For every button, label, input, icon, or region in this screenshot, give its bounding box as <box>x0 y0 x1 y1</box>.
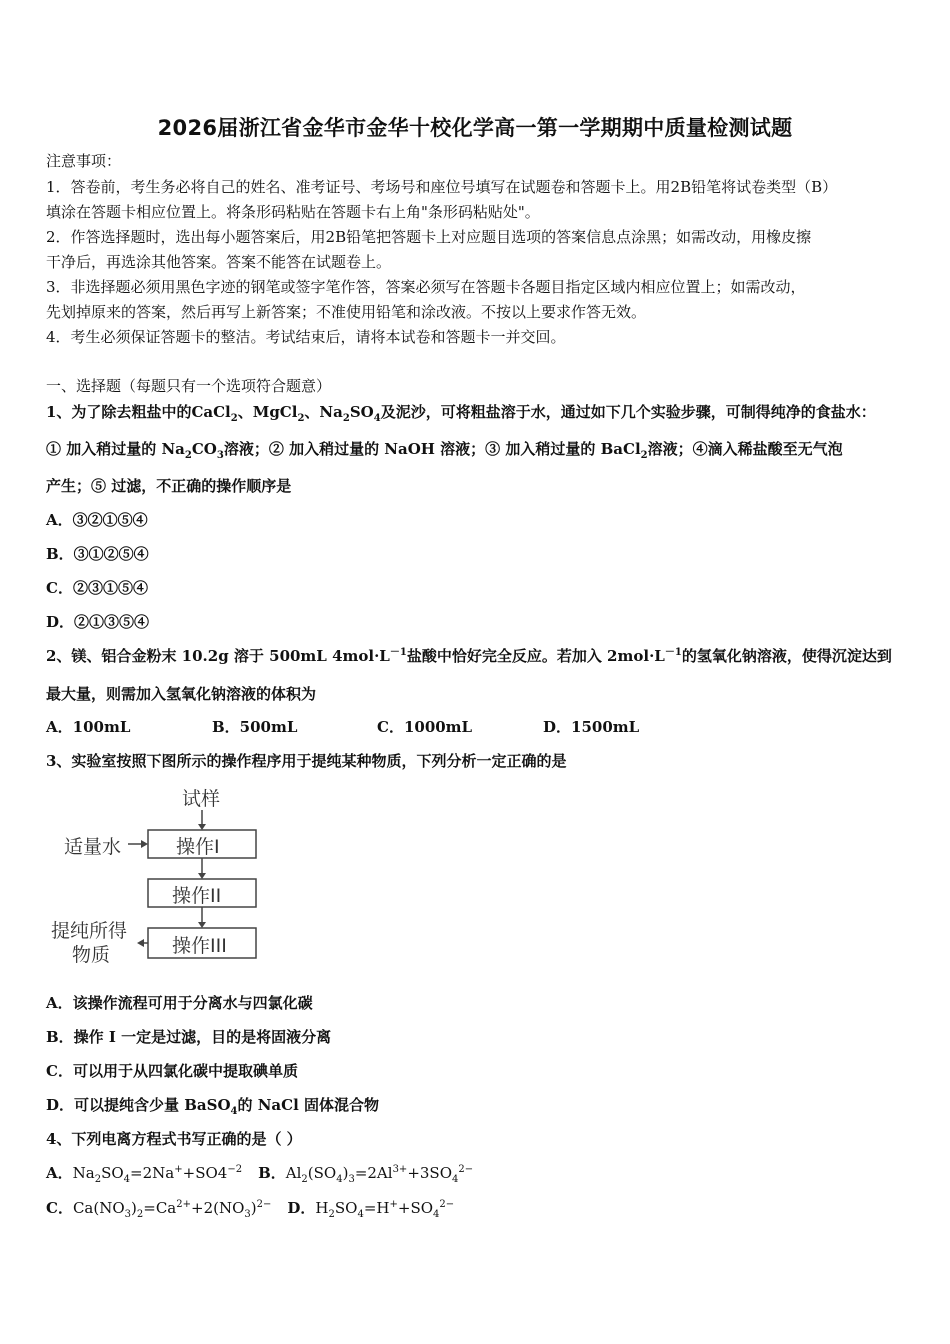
section-heading: 一、选择题（每题只有一个选项符合题意） <box>46 377 332 395</box>
op3-label: 操作III <box>172 935 227 957</box>
question-4-options-ab: A．$Na_2SO_4=2Na^++SO4^{-2}$ B．$Al_2(SO_4)_3=2Al^{3+}+3SO_4^{2-}$ <box>46 1164 474 1185</box>
question-1-line-3: 产生；⑤ 过滤，不正确的操作顺序是 <box>46 477 292 495</box>
question-1-option-a: A．③②①⑤④ <box>46 511 148 529</box>
question-2-option-b: B．500mL <box>212 718 298 736</box>
flow-diagram <box>48 780 278 965</box>
product-label-line-2: 物质 <box>72 944 111 966</box>
op1-label: 操作I <box>176 836 220 858</box>
page-title: 2026届浙江省金华市金华十校化学高一第一学期期中质量检测试题 <box>157 116 793 140</box>
question-2-option-d: D．1500mL <box>543 718 640 736</box>
question-4-stem: 4、下列电离方程式书写正确的是（ ） <box>46 1130 302 1148</box>
question-1-line-2: ① 加入稍过量的 $Na_2CO_3$溶液；② 加入稍过量的 NaOH 溶液；③ 加入稍过量的 BaCl$_2$溶液；④滴入稀盐酸至无气泡 <box>46 440 843 461</box>
question-3-option-b: B．操作 I 一定是过滤，目的是将固液分离 <box>46 1028 332 1046</box>
question-1-line-1: 1、为了除去粗盐中的CaCl$_2$、MgCl$_2$、$Na_2SO_4$及泥沙，可将粗盐溶于水，通过如下几个实验步骤，可制得纯净的食盐水： <box>46 403 876 424</box>
sample-label: 试样 <box>182 788 221 810</box>
question-1-option-b: B．③①②⑤④ <box>46 545 149 563</box>
water-arrow-head <box>141 840 148 848</box>
notes-line: 2．作答选择题时，选出每小题答案后，用2B铅笔把答题卡上对应题目选项的答案信息点涂黑；如需改动，用橡皮擦 <box>46 228 812 246</box>
notes-line: 3．非选择题必须用黑色字迹的钢笔或签字笔作答，答案必须写在答题卡各题目指定区域内相应位置上；如需改动， <box>46 278 806 296</box>
notes-line: 4．考生必须保证答题卡的整洁。考试结束后，请将本试卷和答题卡一并交回。 <box>46 328 566 346</box>
question-1-option-c: C．②③①⑤④ <box>46 579 148 597</box>
question-4-options-cd: C．$Ca(NO_3)_2=Ca^{2+}+2(NO_3)^{2-}$ D．$H_2SO_4=H^++SO_4^{2-}$ <box>46 1199 455 1220</box>
question-2-option-c: C．1000mL <box>377 718 473 736</box>
question-2-option-a: A．100mL <box>46 718 131 736</box>
notes-line: 干净后，再选涂其他答案。答案不能答在试题卷上。 <box>46 253 392 271</box>
question-3-option-a: A．该操作流程可用于分离水与四氯化碳 <box>46 994 313 1012</box>
question-1-option-d: D．②①③⑤④ <box>46 613 150 631</box>
op1-op2-arrow-head <box>198 873 206 879</box>
product-label-line-1: 提纯所得 <box>51 920 128 942</box>
notes-line: 1．答卷前，考生务必将自己的姓名、准考证号、考场号和座位号填写在试题卷和答题卡上。用2B铅笔将试卷类型（B） <box>46 178 838 196</box>
op2-label: 操作II <box>172 885 222 907</box>
water-label: 适量水 <box>64 836 122 858</box>
sample-arrow-head <box>198 824 206 830</box>
question-3-option-d: D．可以提纯含少量 BaSO$_4$的 NaCl 固体混合物 <box>46 1096 380 1117</box>
question-2-line-2: 最大量，则需加入氢氧化钠溶液的体积为 <box>46 685 317 703</box>
notes-line: 先划掉原来的答案，然后再写上新答案；不准使用铅笔和涂改液。不按以上要求作答无效。 <box>46 303 647 321</box>
product-arrow-head <box>137 939 144 947</box>
op2-op3-arrow-head <box>198 922 206 928</box>
notes-heading: 注意事项： <box>46 152 122 170</box>
question-3-stem: 3、实验室按照下图所示的操作程序用于提纯某种物质，下列分析一定正确的是 <box>46 752 567 770</box>
notes-line: 填涂在答题卡相应位置上。将条形码粘贴在答题卡右上角"条形码粘贴处"。 <box>46 203 540 221</box>
question-3-option-c: C．可以用于从四氯化碳中提取碘单质 <box>46 1062 298 1080</box>
question-2-line-1: 2、镁、铝合金粉末 10.2g 溶于 500mL $4mol\cdot L^{-1}$盐酸中恰好完全反应。若加入 $2mol\cdot L^{-1}$的氢氧化钠溶液，使得沉淀达到 <box>46 647 892 665</box>
